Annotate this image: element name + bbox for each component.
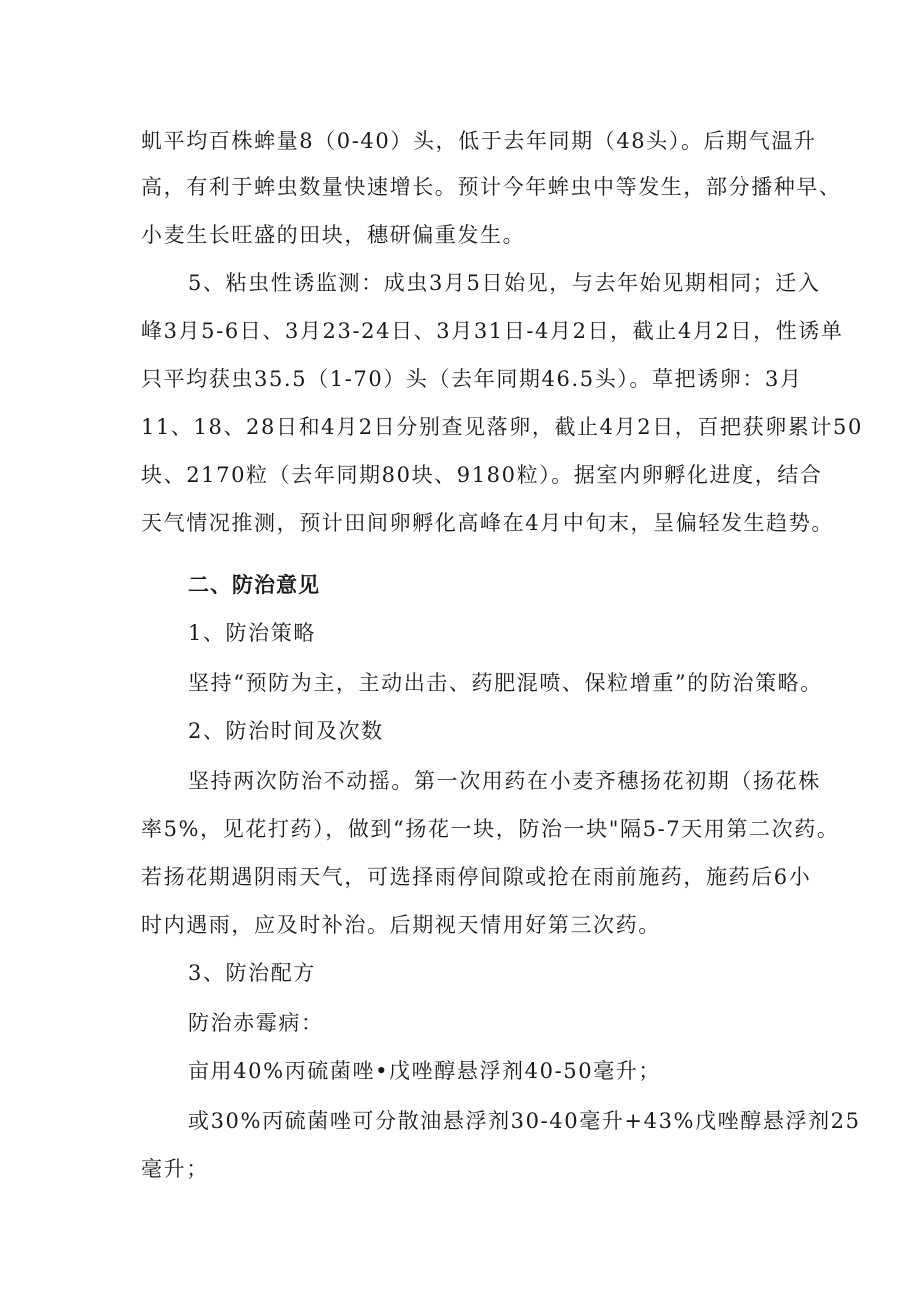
aphid-text-line-3: 小麦生长旺盛的田块，穗研偏重发生。 [141, 223, 526, 247]
formula-line-2: 或30%丙硫菌唑可分散油悬浮剂30-40毫升+43%戊唑醇悬浮剂25 [188, 1109, 861, 1133]
armyworm-text-line-2: 峰3月5-6日、3月23-24日、3月31日-4月2日，截止4月2日，性诱单 [141, 319, 844, 343]
timing-text-line-3: 若扬花期遇阴雨天气，可选择雨停间隙或抢在雨前施药，施药后6小 [141, 865, 812, 889]
section-heading: 二、防治意见 [188, 573, 320, 597]
timing-text-line-1: 坚持两次防治不动摇。第一次用药在小麦齐穗扬花初期（扬花株 [188, 769, 821, 793]
armyworm-text-line-5: 块、2170粒（去年同期80块、9180粒）。据室内卵孵化进度，结合 [141, 463, 823, 487]
timing-text-line-4: 时内遇雨，应及时补治。后期视天情用好第三次药。 [141, 913, 661, 937]
armyworm-text-line-1: 5、粘虫性诱监测：成虫3月5日始见，与去年始见期相同；迁入 [188, 271, 821, 295]
subsection-title-timing: 2、防治时间及次数 [188, 719, 384, 743]
formula-line-2-cont: 毫升； [141, 1157, 209, 1181]
armyworm-text-line-4: 11、18、28日和4月2日分别查见落卵，截止4月2日，百把获卵累计50 [141, 415, 863, 439]
armyworm-text-line-3: 只平均获虫35.5（1-70）头（去年同期46.5头）。草把诱卵：3月 [141, 367, 803, 391]
armyworm-text-line-6: 天气情况推测，预计田间卵孵化高峰在4月中旬末，呈偏轻发生趋势。 [141, 511, 834, 535]
aphid-text-line-2: 高，有利于蛑虫数量快速增长。预计今年蛑虫中等发生，部分播种早、 [141, 175, 842, 199]
formula-intro: 防治赤霉病： [188, 1011, 324, 1035]
aphid-text-line-1: 虮平均百株蛑量8（0-40）头，低于去年同期（48头）。后期气温升 [141, 129, 817, 153]
timing-text-line-2: 率5%，见花打药），做到“扬花一块，防治一块"隔5-7天用第二次药。 [141, 817, 840, 841]
subsection-title-formula: 3、防治配方 [188, 961, 316, 985]
strategy-text: 坚持“预防为主，主动出击、药肥混喷、保粒增重”的防治策略。 [188, 671, 823, 695]
subsection-title-strategy: 1、防治策略 [188, 621, 316, 645]
formula-line-1: 亩用40%丙硫菌唑•戊唑醇悬浮剂40-50毫升； [188, 1059, 661, 1083]
